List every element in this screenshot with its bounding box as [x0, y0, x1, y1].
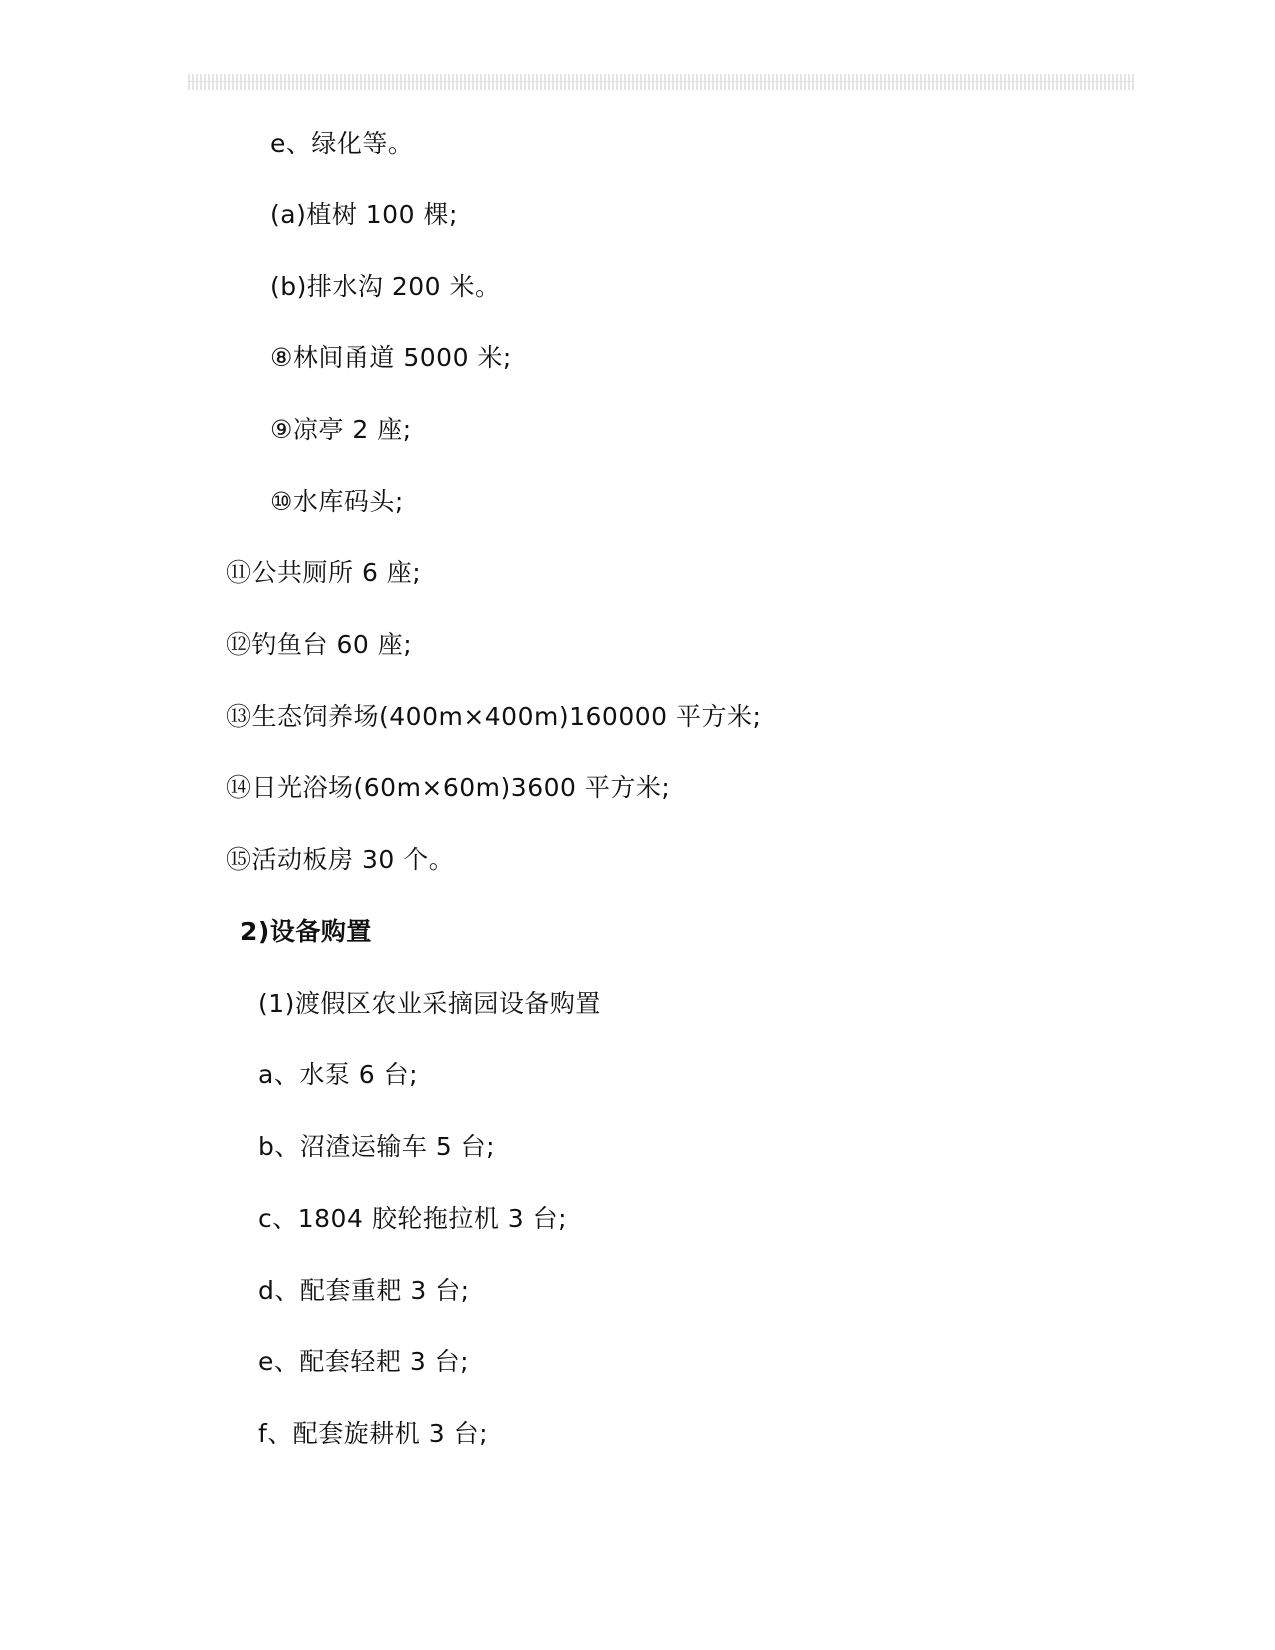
text-line: e、配套轻耙 3 台;: [258, 1347, 470, 1376]
subsection-heading: (1)渡假区农业采摘园设备购置: [258, 989, 601, 1018]
header-decoration: [188, 74, 1134, 90]
text-line: ⑨凉亭 2 座;: [270, 415, 412, 444]
text-line: f、配套旋耕机 3 台;: [258, 1419, 489, 1448]
text-line: (b)排水沟 200 米。: [270, 272, 501, 301]
text-line: ⑭日光浴场(60m×60m)3600 平方米;: [226, 773, 671, 802]
text-line: ⑧林间甬道 5000 米;: [270, 343, 512, 372]
text-line: d、配套重耙 3 台;: [258, 1276, 470, 1305]
text-line: b、沼渣运输车 5 台;: [258, 1132, 496, 1161]
text-line: ⑩水库码头;: [270, 487, 404, 516]
text-line: ⑬生态饲养场(400m×400m)160000 平方米;: [226, 702, 762, 731]
text-line: ⑮活动板房 30 个。: [226, 845, 455, 874]
text-line: ⑫钓鱼台 60 座;: [226, 630, 413, 659]
text-line: ⑪公共厕所 6 座;: [226, 558, 422, 587]
text-line: e、绿化等。: [270, 129, 414, 158]
section-heading: 2)设备购置: [240, 917, 372, 946]
text-line: a、水泵 6 台;: [258, 1060, 419, 1089]
text-line: (a)植树 100 棵;: [270, 200, 458, 229]
text-line: c、1804 胶轮拖拉机 3 台;: [258, 1204, 568, 1233]
